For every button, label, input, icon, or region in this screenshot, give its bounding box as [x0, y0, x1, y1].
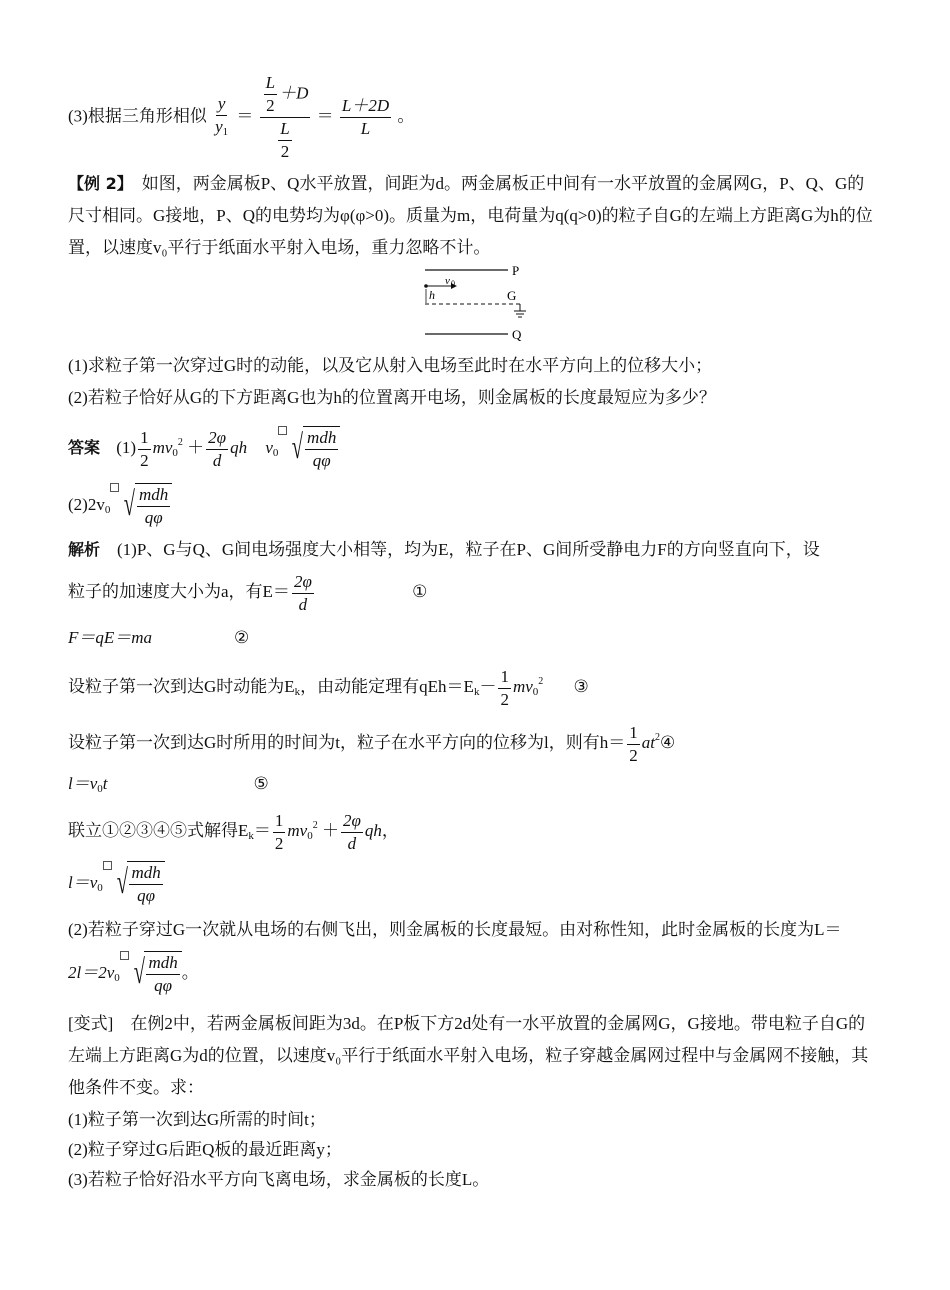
variant-question-3: (3)若粒子恰好沿水平方向飞离电场，求金属板的长度L。 [68, 1170, 490, 1189]
answer-line-2: $(2)2v_0$ √ $\frac{\text{mdh}}{q\varphi}$ [68, 480, 172, 535]
variant-question-1: (1)粒子第一次到达G所需的时间t； [68, 1110, 326, 1129]
analysis-force: F＝qE＝ma ② [68, 628, 250, 647]
analysis-line-1: 解析 (1)P、G与Q、G间电场强度大小相等，均为E，粒子在P、G间所受静电力F的方向竖直向下，设 [68, 540, 820, 559]
ratio-prefix: (3)根据三角形相似 [68, 106, 207, 126]
question-2: (2)若粒子恰好从G的下方距离G也为h的位置离开电场，则金属板的长度最短应为多少？ [68, 388, 716, 407]
analysis-label: 解析 [68, 540, 101, 559]
example2-paragraph [68, 168, 876, 264]
analysis-time: 设粒子第一次到达G时所用的时间为t，粒子在水平方向的位移为l，则有h＝ $\frac{1}{2}$ $at^2④$ [68, 722, 676, 765]
result-fraction: $\frac{L+2D}{L}$ [341, 96, 390, 138]
big-fraction: $\frac{L}{2}$ ＋D $\frac{L}{2}$ [260, 72, 311, 163]
variant-label: [变式] [68, 1014, 114, 1033]
answer-line-1: 答案 (1) $\frac{1}{2}$ $mv_0^2$ ＋ $\frac{2\varphi}{d}$ qh $v_0$ √ $\frac{\text{mdh}}{q\varphi}$ [68, 418, 340, 478]
answer-label: 答案 [68, 438, 101, 457]
capacitor-diagram [415, 262, 540, 342]
analysis-l-result: $l=v_0$ √ $\frac{\text{mdh}}{q\varphi}$ [68, 858, 165, 913]
label-P: P [512, 263, 520, 278]
svg-text:v: v [445, 275, 450, 287]
question-1: (1)求粒子第一次穿过G时的动能，以及它从射入电场至此时在水平方向上的位移大小； [68, 356, 713, 375]
analysis-displacement: $l=v_0t$ ⑤ [68, 774, 269, 795]
analysis-combined: 联立①②③④⑤式解得$E_k=$ $\frac{1}{2}$ $mv_0^2$ ＋ $\frac{2\varphi}{d}$ qh， [68, 810, 399, 853]
svg-text:0: 0 [451, 279, 455, 288]
example2-label: 【例 2】 [68, 174, 125, 193]
analysis-part2: (2)若粒子穿过G一次就从电场的右侧飞出，则金属板的长度最短。由对称性知，此时金属板的长度为L＝ [68, 920, 842, 939]
analysis-energy: 设粒子第一次到达G时动能为$E_k$，由动能定理有$qEh=E_k-$ $\frac{1}{2}$ $mv_0^2$ ③ [68, 666, 589, 709]
y-over-y1: $\frac{y}{y_1}$ [215, 93, 229, 138]
analysis-line-2: 粒子的加速度大小为a，有E＝ $\frac{2\varphi}{d}$ ① [68, 571, 428, 614]
label-Q: Q [512, 327, 522, 342]
variant-question-2: (2)粒子穿过G后距Q板的最近距离y； [68, 1140, 342, 1159]
variant-paragraph [68, 1008, 876, 1104]
analysis-length: $2l=2v_0$ √ $\frac{\text{mdh}}{q\varphi}$ 。 [68, 953, 199, 996]
example2-text: 如图，两金属板P、Q水平放置，间距为d。两金属板正中间有一水平放置的金属网G，P、Q、G的尺寸相同。G接地，P、Q的电势均为φ(φ>0)。质量为m，电荷量为q(q>0)的粒子自G的左端上方距离G为h的位置，以速度v₀平行于纸面水平射入电场，重力忽略不计。 [68, 174, 873, 257]
label-G: G [507, 288, 517, 303]
label-h: h [429, 288, 435, 302]
variant-text: 在例2中，若两金属板间距为3d。在P板下方2d处有一水平放置的金属网G，G接地。带电粒子自G的左端上方距离G为d的位置，以速度v₀平行于纸面水平射入电场，粒子穿越金属网过程中与金属网不接触，其他条件不变。求： [68, 1014, 869, 1097]
ratio-equation: (3)根据三角形相似 $\frac{y}{y_1}$ ＝ $\frac{L}{2}$ ＋D $\frac{L}{2}$ ＝ $\frac{L+2D}{L}$ 。 [68, 73, 415, 161]
sqrt-mdh-qphi: √ $\frac{\text{mdh}}{q\varphi}$ [278, 426, 340, 472]
